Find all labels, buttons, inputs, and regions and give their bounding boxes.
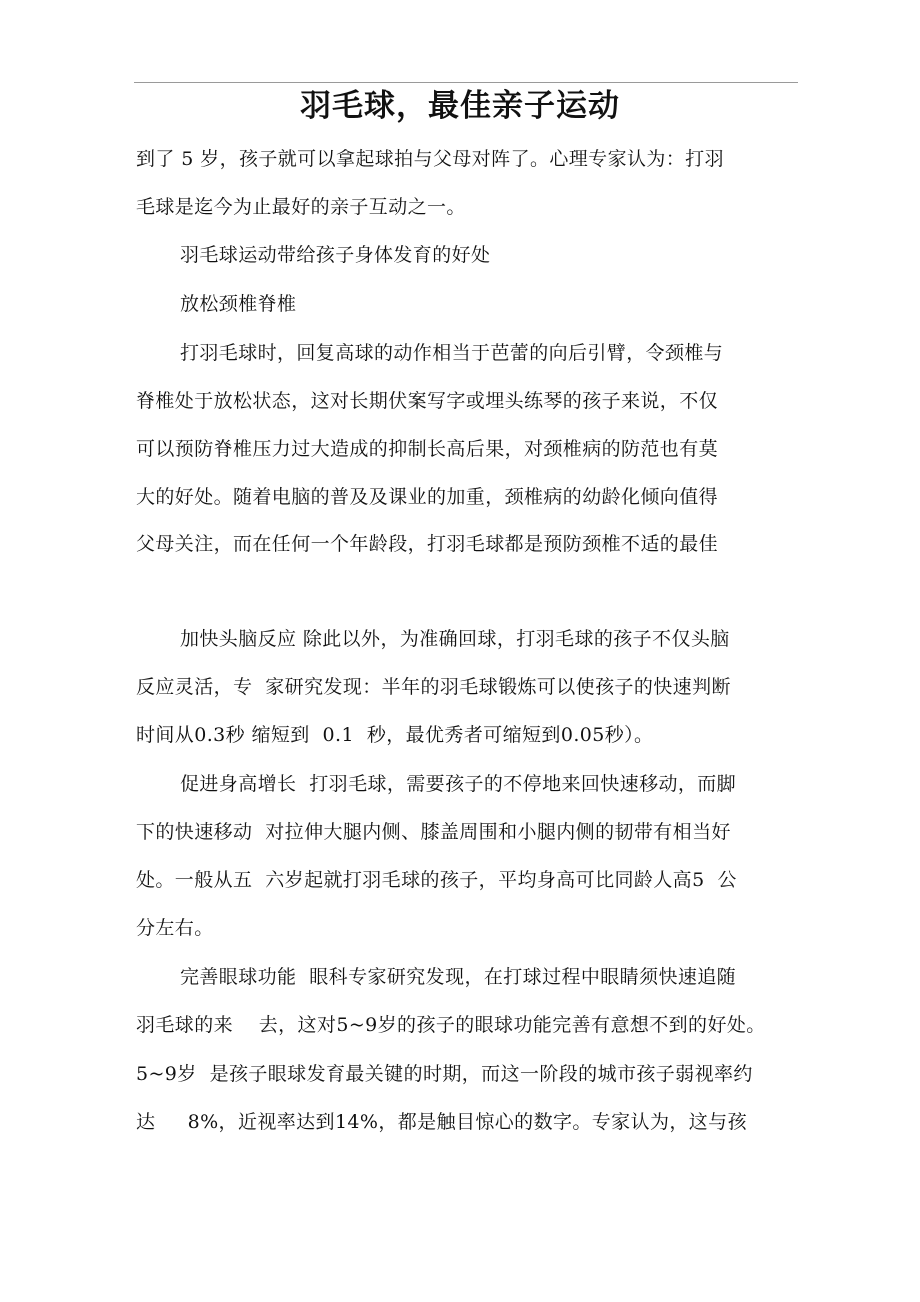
section-heading: 放松颈椎脊椎 — [180, 293, 297, 315]
body-line: 下的快速移动 对拉伸大腿内侧、膝盖周围和小腿内侧的韧带有相当好 — [136, 821, 731, 843]
body-line: 时间从0.3秒 缩短到 0.1 秒，最优秀者可缩短到0.05秒）。 — [136, 724, 654, 746]
body-line: 促进身高增长 打羽毛球，需要孩子的不停地来回快速移动，而脚 — [180, 773, 737, 795]
body-line: 到了 5 岁，孩子就可以拿起球拍与父母对阵了。心理专家认为：打羽 — [136, 148, 724, 170]
body-line: 毛球是迄今为止最好的亲子互动之一。 — [136, 196, 466, 218]
header-rule — [134, 82, 798, 83]
body-line: 完善眼球功能 眼科专家研究发现，在打球过程中眼睛须快速追随 — [180, 966, 737, 988]
document-title: 羽毛球，最佳亲子运动 — [300, 88, 620, 124]
body-line: 处。一般从五 六岁起就打羽毛球的孩子，平均身高可比同龄人高5 公 — [136, 869, 737, 891]
body-line: 可以预防脊椎压力过大造成的抑制长高后果，对颈椎病的防范也有莫 — [136, 438, 719, 460]
body-line: 大的好处。随着电脑的普及及课业的加重，颈椎病的幼龄化倾向值得 — [136, 486, 719, 508]
body-line: 羽毛球的来 去，这对5~9岁的孩子的眼球功能完善有意想不到的好处。 — [136, 1014, 766, 1036]
body-line: 分左右。 — [136, 917, 214, 939]
body-line: 父母关注，而在任何一个年龄段，打羽毛球都是预防颈椎不适的最佳 — [136, 533, 719, 555]
body-line: 5~9岁 是孩子眼球发育最关键的时期，而这一阶段的城市孩子弱视率约 — [136, 1063, 753, 1085]
body-line: 达 8%，近视率达到14%，都是触目惊心的数字。专家认为，这与孩 — [136, 1111, 747, 1133]
body-line: 打羽毛球时，回复高球的动作相当于芭蕾的向后引臂，令颈椎与 — [180, 342, 724, 364]
body-line: 加快头脑反应 除此以外，为准确回球，打羽毛球的孩子不仅头脑 — [180, 628, 730, 650]
body-line: 脊椎处于放松状态，这对长期伏案写字或埋头练琴的孩子来说，不仅 — [136, 390, 719, 412]
body-line: 反应灵活，专 家研究发现：半年的羽毛球锻炼可以使孩子的快速判断 — [136, 676, 731, 698]
section-heading: 羽毛球运动带给孩子身体发育的好处 — [180, 244, 491, 266]
